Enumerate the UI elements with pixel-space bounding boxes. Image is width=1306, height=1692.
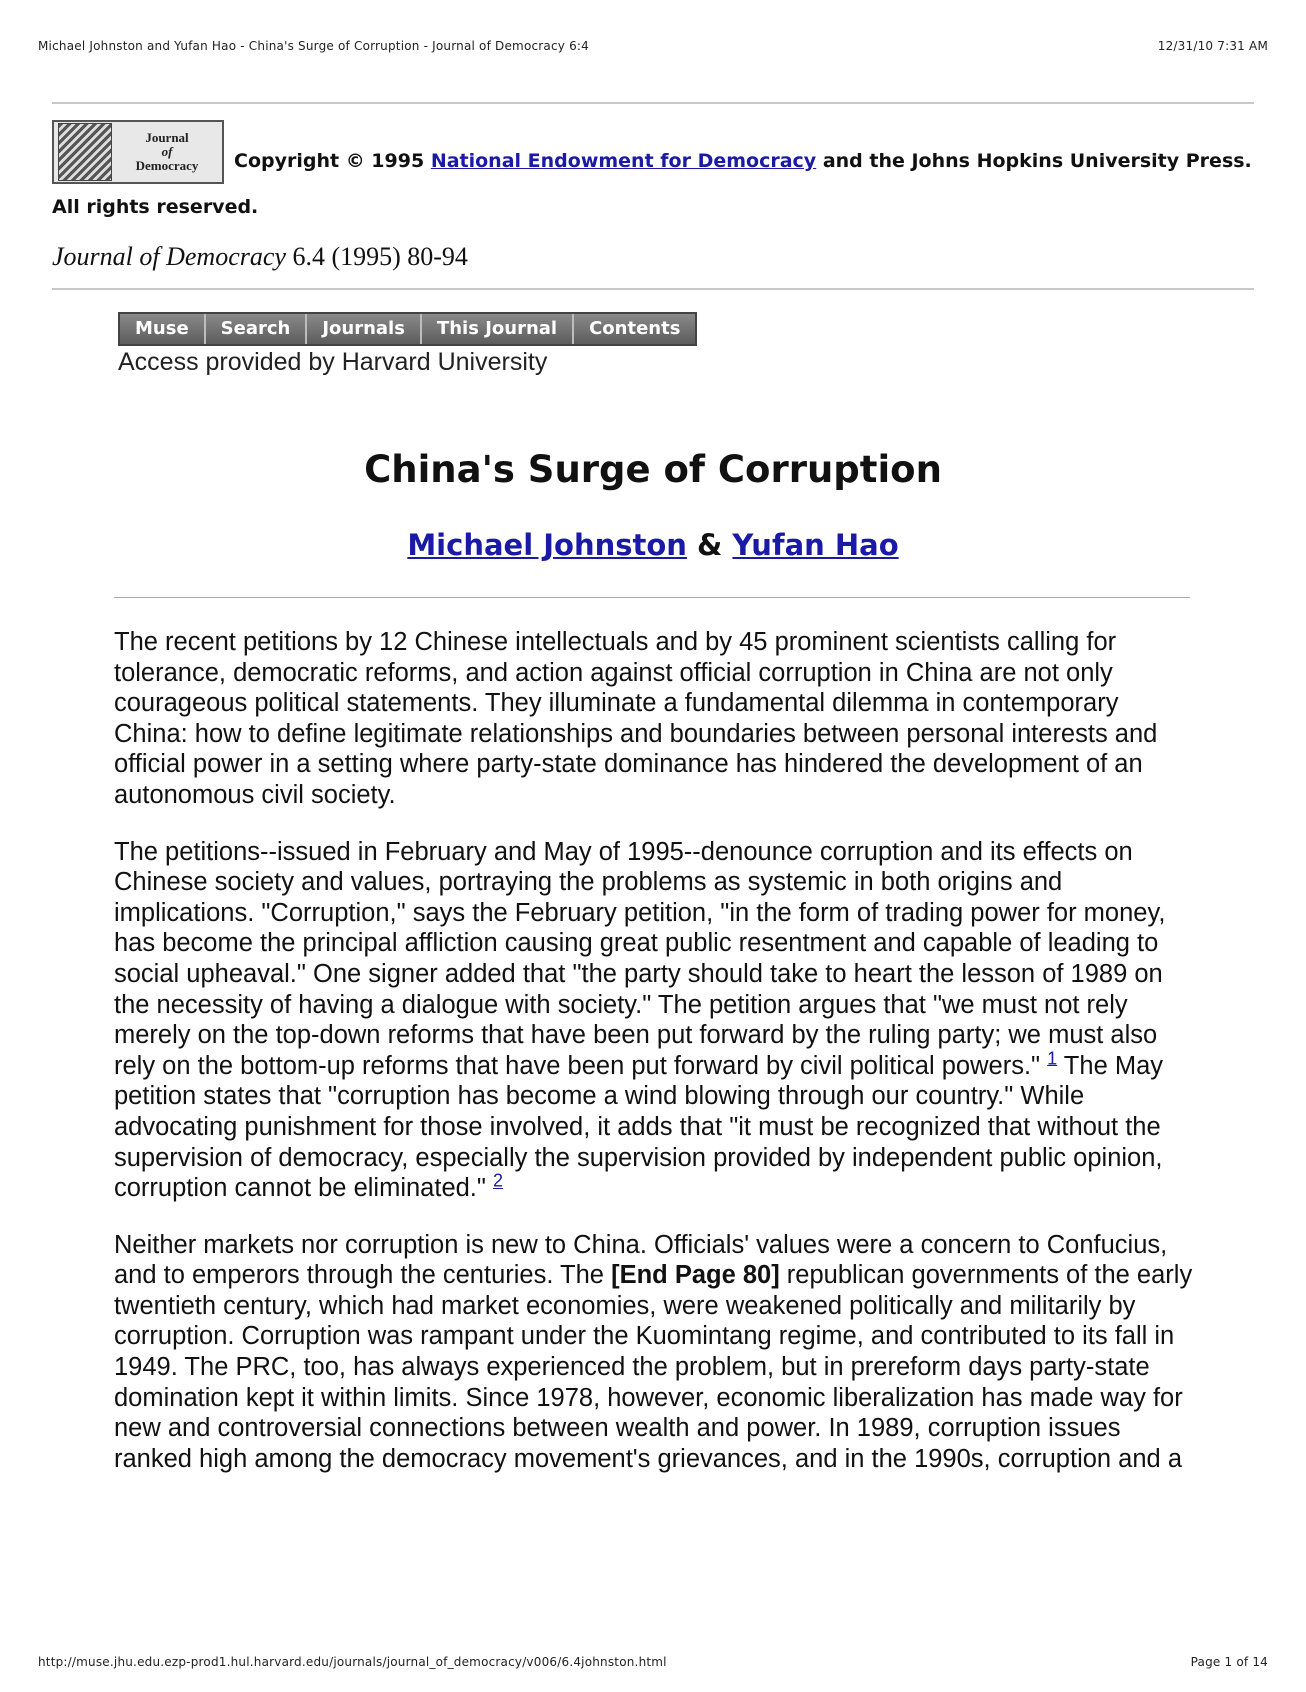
paragraph-1: The recent petitions by 12 Chinese intellectuals and by 45 prominent scientists calling for tolerance, democratic reforms, and action against official corruption in China are not only courageous political statements. They illuminate a fundamental dilemma in contemporary China: how to define legitimate relationships and boundaries between personal interests and official power in a setting where party-state dominance has hindered the development of an autonomous civil society. bbox=[114, 628, 1158, 809]
ned-link[interactable]: National Endowment for Democracy bbox=[430, 150, 817, 172]
end-page-marker: [End Page 80] bbox=[611, 1261, 780, 1290]
print-footer bbox=[38, 1655, 1268, 1669]
muse-navbar bbox=[118, 312, 697, 346]
citation-details: 6.4 (1995) 80-94 bbox=[285, 242, 468, 271]
print-footer-url: http://muse.jhu.edu.ezp-prod1.hul.harvard.edu/journals/journal_of_democracy/v006/6.4johnston.html bbox=[38, 1655, 667, 1669]
author-separator: & bbox=[686, 528, 733, 562]
logo-text: Journal of Democracy bbox=[135, 130, 199, 173]
nav-muse-button[interactable]: Muse bbox=[120, 314, 206, 344]
paragraph-2: The petitions--issued in February and May of 1995--denounce corruption and its effects on Chinese society and values, portraying the problems as systemic in both origins and implications. "Corruption," says the February petition, "in the form of trading power for money, has become the principal affliction causing great public resentment and capable of leading to social upheaval." One signer added that "the party should take to heart the lesson of 1989 on the necessity of having a dialogue with society." The petition argues that "we must not rely merely on the top-down reforms that have been put forward by the ruling party; we must also rely on the bottom-up reforms that have been put forward by civil political powers." $^1$ The May petition states that "corruption has become a wind blowing through our country." While advocating punishment for those involved, it adds that "it must be recognized that without the supervision of democracy, especially the supervision provided by independent public opinion, corruption cannot be eliminated." $^2$ bbox=[114, 837, 1166, 1203]
print-header-title: Michael Johnston and Yufan Hao - China's Surge of Corruption - Journal of Democracy 6:4 bbox=[38, 39, 590, 53]
copyright-prefix: Copyright © 1995 bbox=[234, 150, 431, 172]
nav-search-button[interactable]: Search bbox=[206, 314, 308, 344]
article-authors bbox=[0, 528, 1306, 562]
print-header bbox=[38, 39, 1268, 53]
article-title: China's Surge of Corruption bbox=[364, 448, 942, 491]
author-link-johnston[interactable]: Michael Johnston bbox=[407, 528, 687, 562]
access-notice: Access provided by Harvard University bbox=[118, 348, 548, 376]
copyright-suffix: and the Johns Hopkins University Press. All rights reserved. bbox=[52, 150, 1252, 218]
journal-citation bbox=[52, 242, 468, 272]
article-body bbox=[114, 627, 1194, 1500]
nav-journals-button[interactable]: Journals bbox=[307, 314, 422, 344]
copyright-notice bbox=[52, 138, 1254, 230]
article-divider bbox=[114, 597, 1190, 598]
nav-this-journal-button[interactable]: This Journal bbox=[422, 314, 574, 344]
footnote-1-link[interactable]: 1 bbox=[1047, 1048, 1058, 1069]
journal-name: Journal of Democracy bbox=[52, 242, 286, 271]
print-header-datetime: 12/31/10 7:31 AM bbox=[1157, 39, 1268, 53]
print-footer-page: Page 1 of 14 bbox=[1190, 1655, 1268, 1669]
paragraph-3: Neither markets nor corruption is new to China. Officials' values were a concern to Confucius, and to emperors through the centuries. The [End Page 80] republican governments of the early twentieth century, which had market economies, were weakened politically and militarily by corruption. Corruption was rampant under the Kuomintang regime, and contributed to its fall in 1949. The PRC, too, has always experienced the problem, but in prereform days party-state domination kept it within limits. Since 1978, however, economic liberalization has made way for new and controversial connections between wealth and power. In 1989, corruption issues ranked high among the democracy movement's grievances, and in the 1990s, corruption and a bbox=[114, 1230, 1193, 1473]
footnote-2-link[interactable]: 2 bbox=[493, 1170, 504, 1191]
author-link-hao[interactable]: Yufan Hao bbox=[732, 528, 899, 562]
nav-contents-button[interactable]: Contents bbox=[574, 314, 695, 344]
top-divider bbox=[52, 102, 1254, 104]
citation-divider bbox=[52, 288, 1254, 290]
